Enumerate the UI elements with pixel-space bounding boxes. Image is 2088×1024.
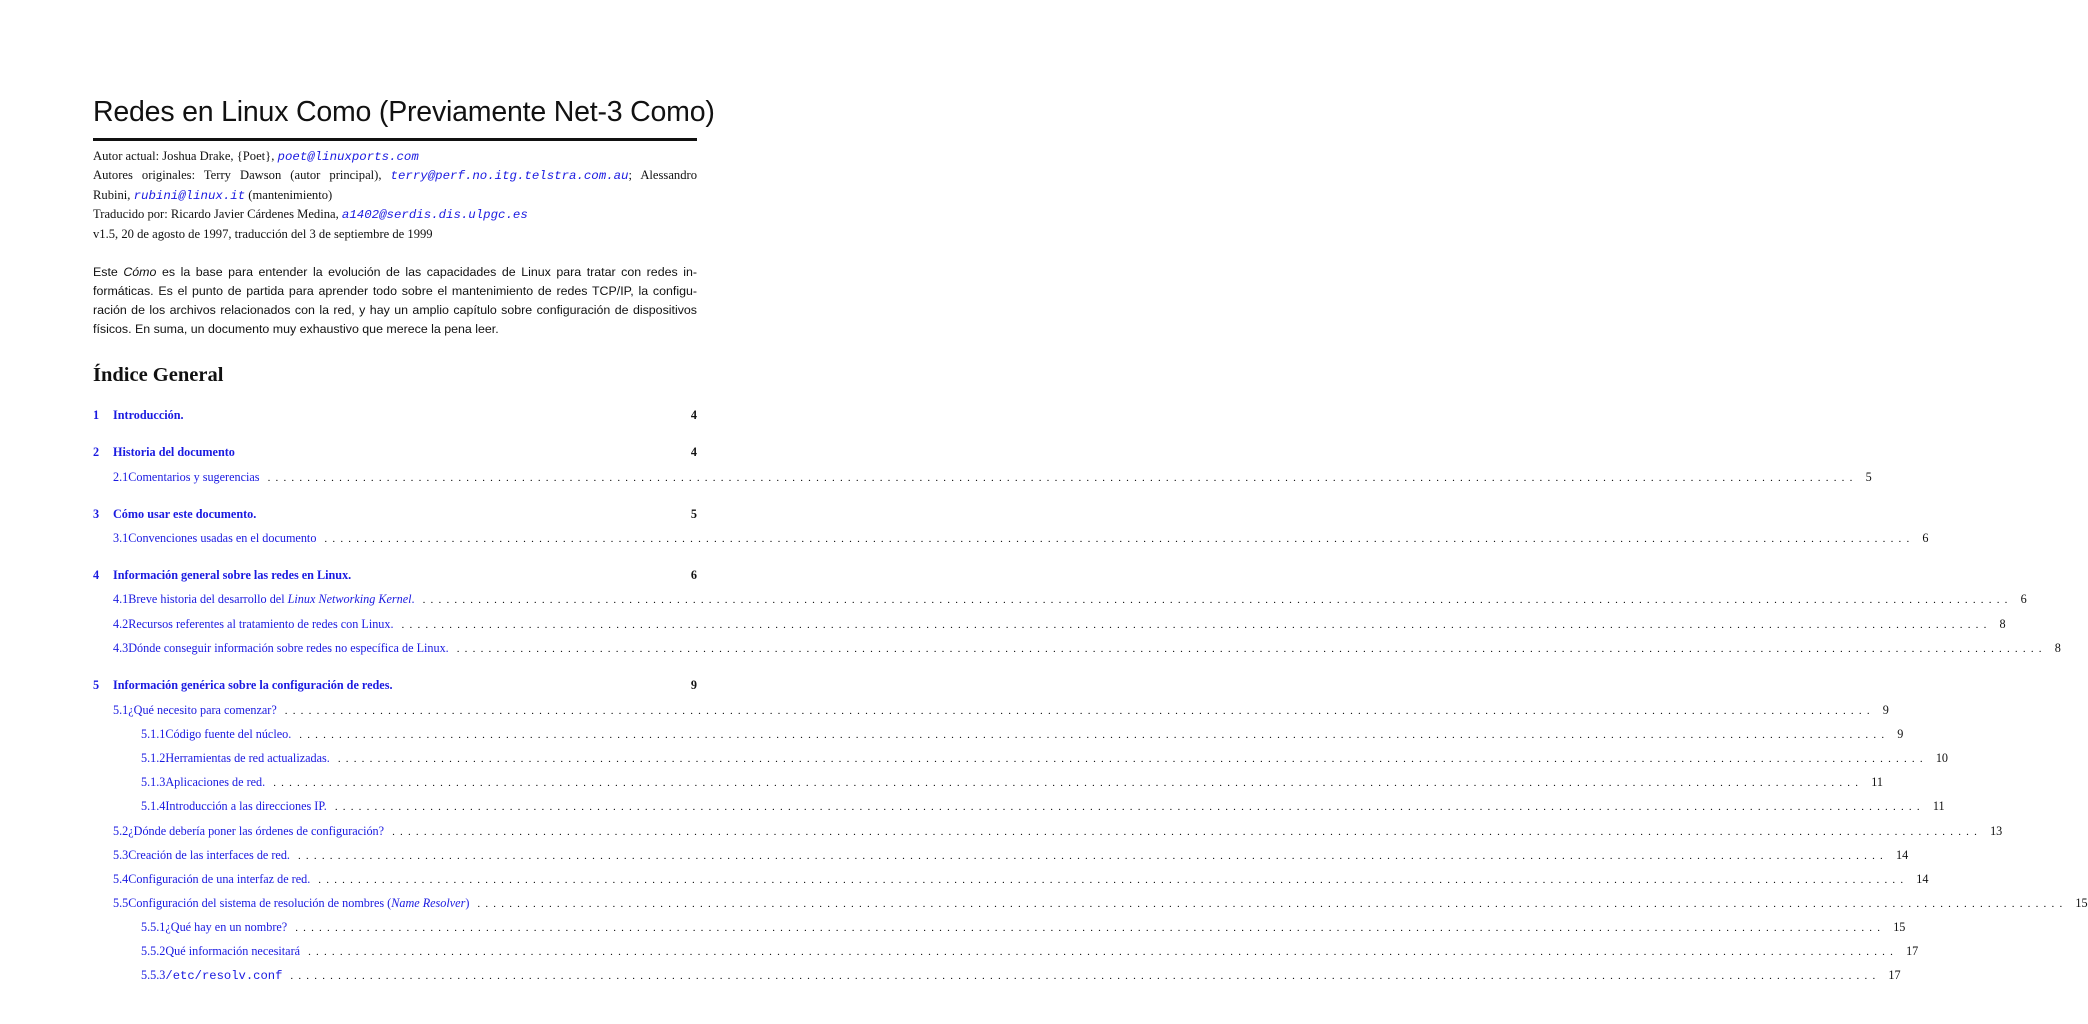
toc-entry[interactable] bbox=[113, 617, 2006, 635]
toc-entry-number[interactable]: 5.2 bbox=[113, 824, 129, 838]
toc-entry-label-text: Historia del documento bbox=[113, 445, 235, 459]
toc-entry[interactable] bbox=[113, 641, 2061, 659]
toc-entry-page-number: 15 bbox=[1893, 920, 1906, 934]
toc-entry-label-text: . bbox=[411, 592, 415, 606]
toc-entry-label[interactable] bbox=[128, 896, 469, 911]
abstract-line-1 bbox=[93, 263, 697, 282]
toc-entry[interactable] bbox=[113, 896, 2088, 914]
toc-entry-page-number: 11 bbox=[1932, 799, 1945, 813]
meta-original-authors bbox=[93, 166, 697, 185]
meta-maintainer-text: Rubini, bbox=[93, 187, 134, 202]
toc-entry-label-text: Código fuente del núcleo. bbox=[165, 727, 292, 741]
toc-entry[interactable] bbox=[93, 445, 697, 463]
toc-entry-leader-dots: ........................................................................................................................................................................................................ bbox=[284, 705, 1875, 717]
toc-entry-leader-dots: ........................................................................................................................................................................................................ bbox=[401, 619, 1992, 631]
toc-entry-page-number: 14 bbox=[1895, 848, 1909, 862]
toc-entry-leader-dots: ........................................................................................................................................................................................................ bbox=[392, 826, 1983, 838]
toc-entry-page-number: 4 bbox=[690, 445, 697, 459]
toc-entry[interactable] bbox=[113, 703, 1889, 721]
email-link-terry[interactable]: terry@perf.no.itg.telstra.com.au bbox=[390, 169, 629, 184]
toc-entry-label-text: Configuración de una interfaz de red. bbox=[128, 872, 311, 886]
toc-entry-number[interactable]: 3.1 bbox=[113, 531, 129, 545]
toc-entry-number[interactable]: 5.1.1 bbox=[141, 727, 166, 741]
toc-entry-leader-dots: ........................................................................................................................................................................................................ bbox=[308, 946, 1899, 958]
toc-entry[interactable] bbox=[141, 775, 1883, 793]
toc-entry-label[interactable] bbox=[128, 824, 384, 839]
toc-entry-page-number: 6 bbox=[2020, 592, 2027, 606]
toc-entry-number[interactable]: 3 bbox=[93, 507, 100, 521]
toc-entry-leader-dots: ........................................................................................................................................................................................................ bbox=[422, 594, 2013, 606]
toc-entry-page-number: 6 bbox=[690, 568, 697, 582]
toc-entry[interactable] bbox=[113, 872, 1929, 890]
toc-entry-page-number: 9 bbox=[690, 678, 697, 692]
toc-entry-page-number: 15 bbox=[2075, 896, 2088, 910]
abstract-line-1-end: es la base para entender la evolución de las capacidades de Linux para tratar con redes in- bbox=[156, 265, 697, 279]
toc-entry-label-emphasis: Name Resolver bbox=[391, 896, 466, 910]
toc-entry-label[interactable] bbox=[165, 775, 265, 790]
toc-entry-label-text: ¿Qué necesito para comenzar? bbox=[128, 703, 277, 717]
toc-entry-label[interactable] bbox=[165, 751, 329, 766]
toc-entry[interactable] bbox=[141, 968, 1901, 986]
toc-entry-page-number: 9 bbox=[1897, 727, 1904, 741]
toc-entry-label[interactable] bbox=[165, 727, 291, 742]
toc-entry-label-text: Herramientas de red actualizadas. bbox=[165, 751, 330, 765]
toc-entry-number[interactable]: 2 bbox=[93, 445, 100, 459]
toc-entry[interactable] bbox=[113, 470, 1872, 488]
toc-entry-leader-dots: ........................................................................................................................................................................................................ bbox=[299, 729, 1890, 741]
toc-entry-label-emphasis: Linux Networking Kernel bbox=[287, 592, 412, 606]
toc-entry-number[interactable]: 5.5.1 bbox=[141, 920, 166, 934]
toc-entry-label[interactable] bbox=[165, 968, 282, 983]
title-rule bbox=[93, 138, 697, 141]
toc-entry-label[interactable] bbox=[128, 531, 316, 546]
toc-entry-label-text: Introducción a las direcciones IP. bbox=[165, 799, 327, 813]
toc-entry-leader-dots: ........................................................................................................................................................................................................ bbox=[334, 801, 1925, 813]
toc-entry-leader-dots: ........................................................................................................................................................................................................ bbox=[318, 874, 1909, 886]
email-link-poet[interactable]: poet@linuxports.com bbox=[277, 150, 419, 164]
toc-entry[interactable] bbox=[93, 408, 697, 426]
toc-entry-number[interactable]: 4.3 bbox=[113, 641, 129, 655]
toc-entry-number[interactable]: 5.1.2 bbox=[141, 751, 166, 765]
toc-entry-label[interactable] bbox=[113, 408, 184, 423]
toc-entry-label-text: Dónde conseguir información sobre redes no específica de Linux. bbox=[128, 641, 449, 655]
email-link-rubini[interactable]: rubini@linux.it bbox=[133, 188, 246, 203]
meta-current-author bbox=[93, 147, 697, 166]
toc-entry-label[interactable] bbox=[128, 848, 290, 863]
toc-entry-number[interactable]: 1 bbox=[93, 408, 100, 422]
toc-entry-number[interactable]: 5.5 bbox=[113, 896, 129, 910]
toc-entry-leader-dots: ........................................................................................................................................................................................................ bbox=[267, 472, 1858, 484]
toc-entry[interactable] bbox=[141, 944, 1919, 962]
toc-entry[interactable] bbox=[93, 507, 697, 525]
meta-translator-text: Traducido por: Ricardo Javier Cárdenes Medina, bbox=[93, 207, 342, 222]
toc-entry[interactable] bbox=[141, 751, 1949, 769]
toc-entry-number[interactable]: 4 bbox=[93, 568, 100, 582]
toc-entry-number[interactable]: 5.5.3 bbox=[141, 968, 166, 982]
toc-entry-number[interactable]: 5 bbox=[93, 678, 100, 692]
toc-entry-leader-dots: ........................................................................................................................................................................................................ bbox=[337, 753, 1928, 765]
toc-entry-label-text: Breve historia del desarrollo del bbox=[128, 592, 288, 606]
abstract-line-2: formáticas. Es el punto de partida para aprender todo sobre el mantenimiento de redes TCP/IP, la configu- bbox=[93, 284, 697, 298]
document-abstract bbox=[93, 263, 697, 339]
toc-entry[interactable] bbox=[141, 799, 1945, 817]
toc-entry-label-text: Configuración del sistema de resolución de nombres ( bbox=[128, 896, 392, 910]
toc-entry-number[interactable]: 5.1.3 bbox=[141, 775, 166, 789]
toc-entry[interactable] bbox=[93, 678, 697, 696]
toc-entry-label[interactable] bbox=[128, 872, 310, 887]
toc-entry-label-text: Información genérica sobre la configuración de redes. bbox=[113, 678, 393, 692]
toc-entry-label[interactable] bbox=[113, 507, 256, 522]
document-metadata bbox=[93, 147, 697, 243]
toc-entry-leader-dots: ........................................................................................................................................................................................................ bbox=[273, 777, 1864, 789]
toc-entry-label[interactable] bbox=[128, 592, 414, 607]
toc-entry-page-number: 11 bbox=[1871, 775, 1883, 789]
toc-entry-label-text: Información general sobre las redes en Linux. bbox=[113, 568, 352, 582]
toc-entry-label-text: ¿Dónde debería poner las órdenes de configuración? bbox=[128, 824, 385, 838]
toc-entry-label[interactable] bbox=[113, 445, 235, 460]
toc-entry-leader-dots: ........................................................................................................................................................................................................ bbox=[477, 898, 2068, 910]
toc-entry-page-number: 13 bbox=[1990, 824, 2003, 838]
toc-heading: Índice General bbox=[93, 364, 224, 386]
toc-entry[interactable] bbox=[113, 848, 1909, 866]
toc-entry-label[interactable] bbox=[113, 678, 393, 693]
toc-entry[interactable] bbox=[113, 824, 2003, 842]
meta-original-authors-text: Autores originales: Terry Dawson (autor principal), bbox=[93, 168, 391, 183]
toc-entry[interactable] bbox=[141, 920, 1906, 938]
toc-entry-label-text: Introducción. bbox=[113, 408, 184, 422]
toc-entry-label[interactable] bbox=[128, 703, 277, 718]
toc-entry-label-text: Cómo usar este documento. bbox=[113, 507, 257, 521]
toc-entry-page-number: 14 bbox=[1916, 872, 1929, 886]
meta-translator bbox=[93, 205, 697, 224]
toc-entry-label[interactable] bbox=[165, 920, 287, 935]
document-title: Redes en Linux Como (Previamente Net-3 Como) bbox=[93, 96, 715, 128]
toc-entry-leader-dots: ........................................................................................................................................................................................................ bbox=[290, 970, 1881, 982]
abstract-emphasis: Cómo bbox=[123, 265, 157, 279]
meta-maintainer-suffix: (mantenimiento) bbox=[245, 187, 333, 202]
toc-entry-leader-dots: ........................................................................................................................................................................................................ bbox=[324, 533, 1915, 545]
toc-entry-label[interactable] bbox=[128, 641, 449, 656]
toc-entry[interactable] bbox=[113, 531, 1929, 549]
toc-entry-page-number: 6 bbox=[1922, 531, 1929, 545]
abstract-line-4: físicos. En suma, un documento muy exhaustivo que merece la pena leer. bbox=[93, 322, 499, 336]
toc-entry-label[interactable] bbox=[128, 617, 393, 632]
toc-entry-leader-dots: ........................................................................................................................................................................................................ bbox=[297, 850, 1888, 862]
toc-entry[interactable] bbox=[93, 568, 697, 586]
toc-entry-leader-dots: ........................................................................................................................................................................................................ bbox=[456, 643, 2047, 655]
toc-entry-page-number: 17 bbox=[1906, 944, 1919, 958]
toc-entry-label-text: Recursos referentes al tratamiento de redes con Linux. bbox=[128, 617, 394, 631]
toc-entry[interactable] bbox=[113, 592, 2027, 610]
toc-entry-label-text: Convenciones usadas en el documento bbox=[128, 531, 317, 545]
meta-version: v1.5, 20 de agosto de 1997, traducción del 3 de septiembre de 1999 bbox=[93, 226, 433, 241]
toc-entry-number[interactable]: 4.2 bbox=[113, 617, 129, 631]
toc-entry-number[interactable]: 2.1 bbox=[113, 470, 129, 484]
toc-entry-page-number: 17 bbox=[1888, 968, 1901, 982]
toc-entry-label-text: Creación de las interfaces de red. bbox=[128, 848, 290, 862]
toc-entry[interactable] bbox=[141, 727, 1904, 745]
abstract-line-3: ración de los archivos relacionados con la red, y hay un amplio capítulo sobre configuración de dispositivos bbox=[93, 303, 697, 317]
toc-entry-label-text: Comentarios y sugerencias bbox=[128, 470, 260, 484]
toc-entry-number[interactable]: 4.1 bbox=[113, 592, 129, 606]
toc-entry-page-number: 5 bbox=[1865, 470, 1872, 484]
toc-entry-label-text: ¿Qué hay en un nombre? bbox=[165, 920, 288, 934]
toc-entry-page-number: 8 bbox=[1999, 617, 2006, 631]
toc-entry-page-number: 10 bbox=[1935, 751, 1949, 765]
abstract-line-1-start: Este bbox=[93, 265, 124, 279]
toc-entry-page-number: 9 bbox=[1882, 703, 1889, 717]
toc-entry-label[interactable] bbox=[165, 799, 326, 814]
toc-entry-page-number: 8 bbox=[2054, 641, 2061, 655]
toc-entry-page-number: 4 bbox=[690, 408, 697, 422]
toc-entry-leader-dots: ........................................................................................................................................................................................................ bbox=[295, 922, 1886, 934]
toc-entry-number[interactable]: 5.5.2 bbox=[141, 944, 166, 958]
meta-current-author-text: Autor actual: Joshua Drake, {Poet}, bbox=[93, 149, 278, 163]
toc-entry-label-text: Aplicaciones de red. bbox=[165, 775, 266, 789]
toc-entry-number[interactable]: 5.1 bbox=[113, 703, 129, 717]
meta-maintainer bbox=[93, 186, 697, 205]
toc-entry-label-text: /etc/resolv.conf bbox=[165, 969, 283, 983]
toc-entry-label[interactable] bbox=[165, 944, 300, 959]
toc-entry-label[interactable] bbox=[128, 470, 259, 485]
toc-entry-number[interactable]: 5.3 bbox=[113, 848, 129, 862]
toc-entry-number[interactable]: 5.4 bbox=[113, 872, 129, 886]
meta-original-authors-suffix: ; Alessandro bbox=[628, 168, 697, 183]
toc-entry-page-number: 5 bbox=[690, 507, 697, 521]
toc-entry-label[interactable] bbox=[113, 568, 351, 583]
toc-entry-number[interactable]: 5.1.4 bbox=[141, 799, 166, 813]
email-link-translator[interactable]: a1402@serdis.dis.ulpgc.es bbox=[341, 208, 528, 223]
toc-entry-label-text: Qué información necesitará bbox=[165, 944, 301, 958]
toc-entry-label-text: ) bbox=[465, 896, 470, 910]
